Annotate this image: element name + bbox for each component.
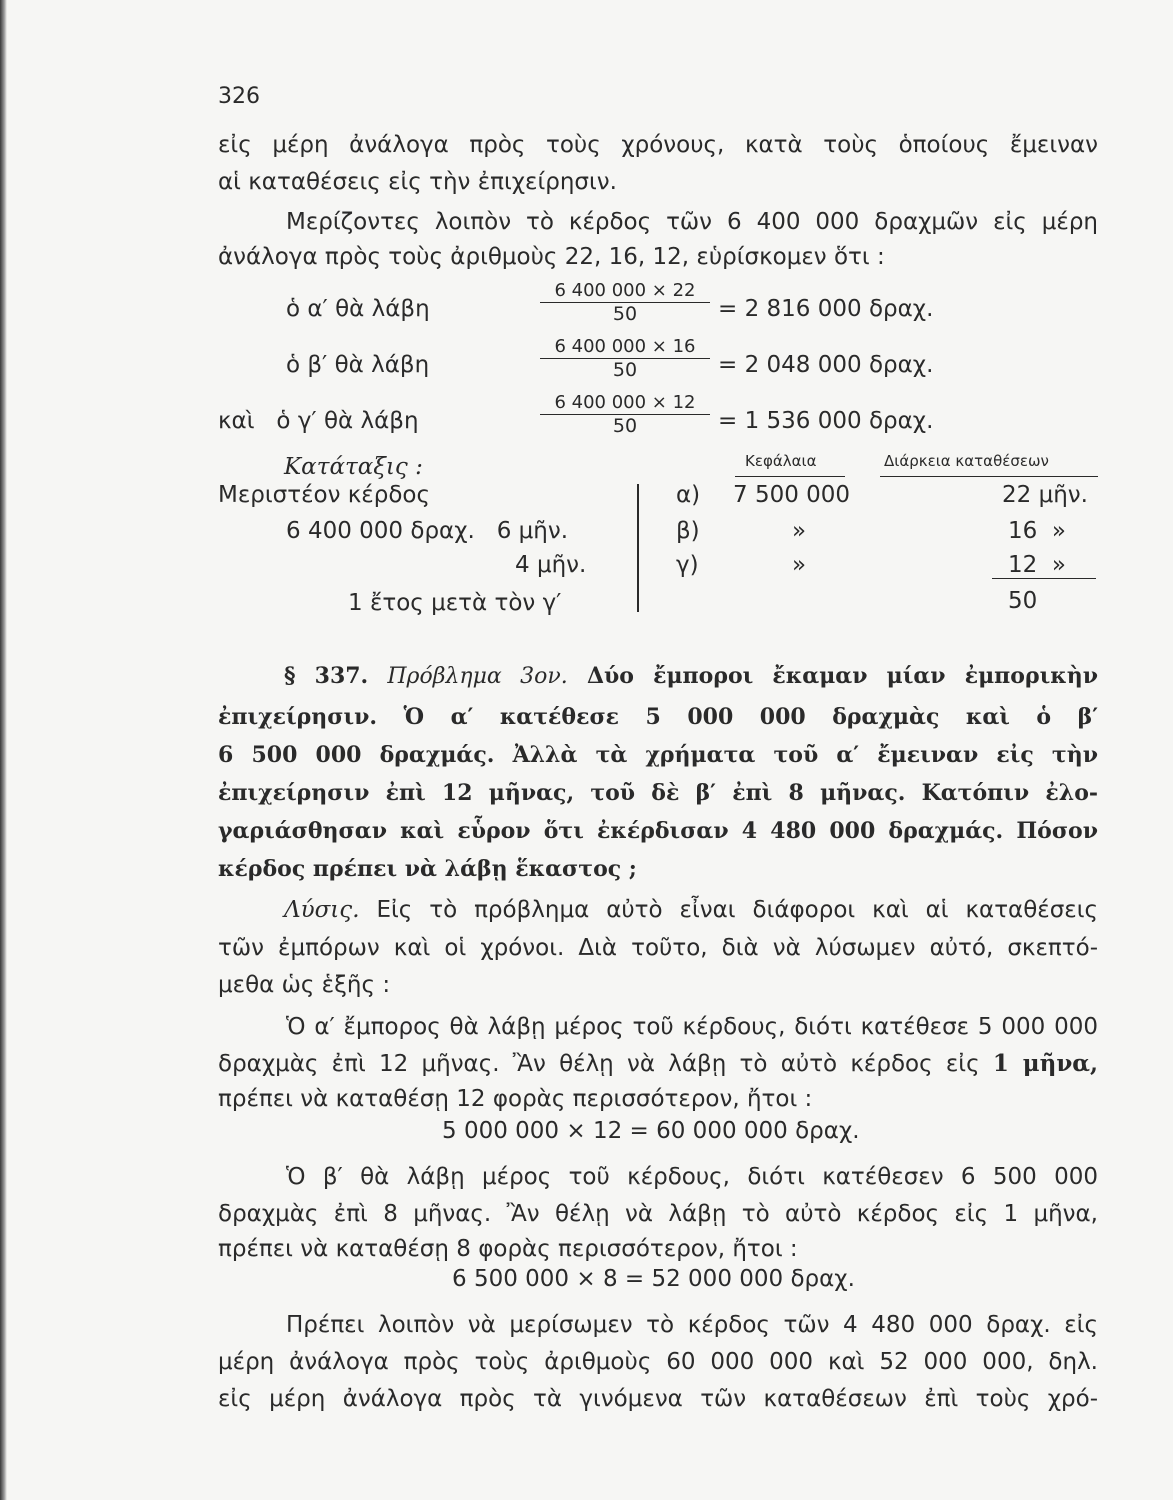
share-c-denominator: 50 (612, 415, 638, 437)
total-rule (992, 578, 1096, 579)
classification-divider (637, 484, 639, 612)
row-c-capital: » (792, 552, 807, 578)
solution-line-1 (218, 893, 1098, 927)
row-b-duration: 16 » (1008, 518, 1066, 544)
row-c-duration: 12 » (1008, 552, 1066, 578)
solution-line-2: τῶν ἐμπόρων καὶ οἱ χρόνοι. Διὰ τοῦτο, διὰ νὰ λύσωμεν αὐτό, σκεπτό- (218, 935, 1098, 961)
share-c-label: καὶ ὁ γ′ θὰ λάβη (218, 408, 419, 434)
share-a-label: ὁ α′ θὰ λάβη (286, 296, 430, 322)
capital-header-underline (735, 476, 845, 477)
para-a-line-3: πρέπει νὰ καταθέσῃ 12 φορὰς περισσότερον, ἤτοι : (218, 1086, 813, 1112)
classification-left-line-1: Μεριστέον κέρδος (218, 482, 430, 508)
para-b-line-2: δραχμὰς ἐπὶ 8 μῆνας. Ἂν θέλῃ νὰ λάβῃ τὸ αὐτὸ κέρδος εἰς 1 μῆνα, (218, 1201, 1098, 1227)
problem-line-2: ἐπιχείρησιν. Ὁ α′ κατέθεσε 5 000 000 δραχμὰς καὶ ὁ β′ (218, 704, 1098, 730)
intro-line-4: ἀνάλογα πρὸς τοὺς ἀριθμοὺς 22, 16, 12, εὑρίσκομεν ὅτι : (218, 244, 885, 270)
solution-line-3: μεθα ὡς ἑξῆς : (218, 972, 391, 998)
share-b-result: = 2 048 000 δραχ. (718, 352, 934, 378)
intro-line-1: εἰς μέρη ἀνάλογα πρὸς τοὺς χρόνους, κατὰ τοὺς ὁποίους ἔμειναν (218, 132, 1098, 158)
problem-line-3: 6 500 000 δραχμάς. Ἀλλὰ τὰ χρήματα τοῦ α′ ἔμειναν εἰς τὴν (218, 742, 1098, 768)
share-a-fraction (540, 280, 710, 325)
classification-title: Κατάταξις : (284, 454, 423, 480)
column-header-duration: Διάρκεια καταθέσεων (884, 452, 1049, 470)
share-c-fraction (540, 392, 710, 437)
share-b-fraction (540, 336, 710, 381)
column-header-capital: Κεφάλαια (745, 452, 817, 470)
page-number: 326 (218, 84, 260, 109)
solution-text-1: Εἰς τὸ πρόβλημα αὐτὸ εἶναι διάφοροι καὶ αἱ καταθέσεις (376, 897, 1098, 923)
para-c-line-2: μέρη ἀνάλογα πρὸς τοὺς ἀριθμοὺς 60 000 000 καὶ 52 000 000, δηλ. (218, 1349, 1098, 1375)
intro-line-2: αἱ καταθέσεις εἰς τὴν ἐπιχείρησιν. (218, 169, 617, 195)
share-b-denominator: 50 (612, 359, 638, 381)
share-a-result: = 2 816 000 δραχ. (718, 296, 934, 322)
equation-b: 6 500 000 × 8 = 52 000 000 δραχ. (452, 1266, 855, 1292)
share-b-label: ὁ β′ θὰ λάβη (286, 352, 430, 378)
row-a-duration: 22 μῆν. (1002, 482, 1088, 508)
solution-label: Λύσις. (284, 897, 360, 923)
para-b-line-1: Ὁ β′ θὰ λάβῃ μέρος τοῦ κέρδους, διότι κατέθεσεν 6 500 000 (286, 1164, 1098, 1190)
duration-total: 50 (1008, 588, 1038, 614)
classification-left-line-3: 4 μῆν. (515, 552, 587, 578)
share-c-numerator: 6 400 000 × 12 (540, 392, 710, 415)
problem-line-4: ἐπιχείρησιν ἐπὶ 12 μῆνας, τοῦ δὲ β′ ἐπὶ 8 μῆνας. Κατόπιν ἐλο- (218, 780, 1098, 806)
problem-line-1 (218, 659, 1098, 694)
row-a-capital: 7 500 000 (733, 482, 851, 508)
problem-line-6: κέρδος πρέπει νὰ λάβῃ ἕκαστος ; (218, 856, 637, 882)
row-b-letter: β) (676, 518, 700, 544)
classification-left-line-2: 6 400 000 δραχ. 6 μῆν. (286, 518, 569, 544)
share-a-numerator: 6 400 000 × 22 (540, 280, 710, 303)
share-b-numerator: 6 400 000 × 16 (540, 336, 710, 359)
equation-a: 5 000 000 × 12 = 60 000 000 δραχ. (442, 1118, 860, 1144)
problem-text-1: Δύο ἔμποροι ἔκαμαν μίαν ἐμπορικὴν (586, 663, 1098, 689)
para-a-text-2: δραχμὰς ἐπὶ 12 μῆνας. Ἂν θέλῃ νὰ λάβῃ τὸ αὐτὸ κέρδος εἰς (218, 1051, 980, 1077)
row-c-letter: γ) (676, 552, 699, 578)
share-a-denominator: 50 (612, 303, 638, 325)
row-b-capital: » (792, 518, 807, 544)
para-a-bold-one-month: 1 μῆνα, (992, 1050, 1099, 1077)
problem-title: Πρόβλημα 3ον. (387, 664, 568, 689)
duration-header-underline (880, 476, 1098, 477)
classification-left-line-4: 1 ἔτος μετὰ τὸν γ′ (348, 590, 562, 616)
share-c-result: = 1 536 000 δραχ. (718, 408, 934, 434)
problem-number: § 337. (284, 663, 369, 689)
para-a-line-2 (218, 1047, 1098, 1081)
row-a-letter: α) (676, 482, 701, 508)
intro-line-3: Μερίζοντες λοιπὸν τὸ κέρδος τῶν 6 400 000 δραχμῶν εἰς μέρη (286, 209, 1098, 235)
problem-line-5: γαριάσθησαν καὶ εὗρον ὅτι ἐκέρδισαν 4 480 000 δραχμάς. Πόσον (218, 818, 1098, 844)
para-c-line-3: εἰς μέρη ἀνάλογα πρὸς τὰ γινόμενα τῶν καταθέσεων ἐπὶ τοὺς χρό- (218, 1386, 1098, 1412)
para-c-line-1: Πρέπει λοιπὸν νὰ μερίσωμεν τὸ κέρδος τῶν 4 480 000 δραχ. εἰς (286, 1312, 1098, 1338)
para-b-line-3: πρέπει νὰ καταθέσῃ 8 φορὰς περισσότερον, ἤτοι : (218, 1236, 798, 1262)
para-a-line-1: Ὁ α′ ἔμπορος θὰ λάβῃ μέρος τοῦ κέρδους, διότι κατέθεσε 5 000 000 (286, 1014, 1098, 1040)
page-edge-shadow (0, 0, 7, 1500)
